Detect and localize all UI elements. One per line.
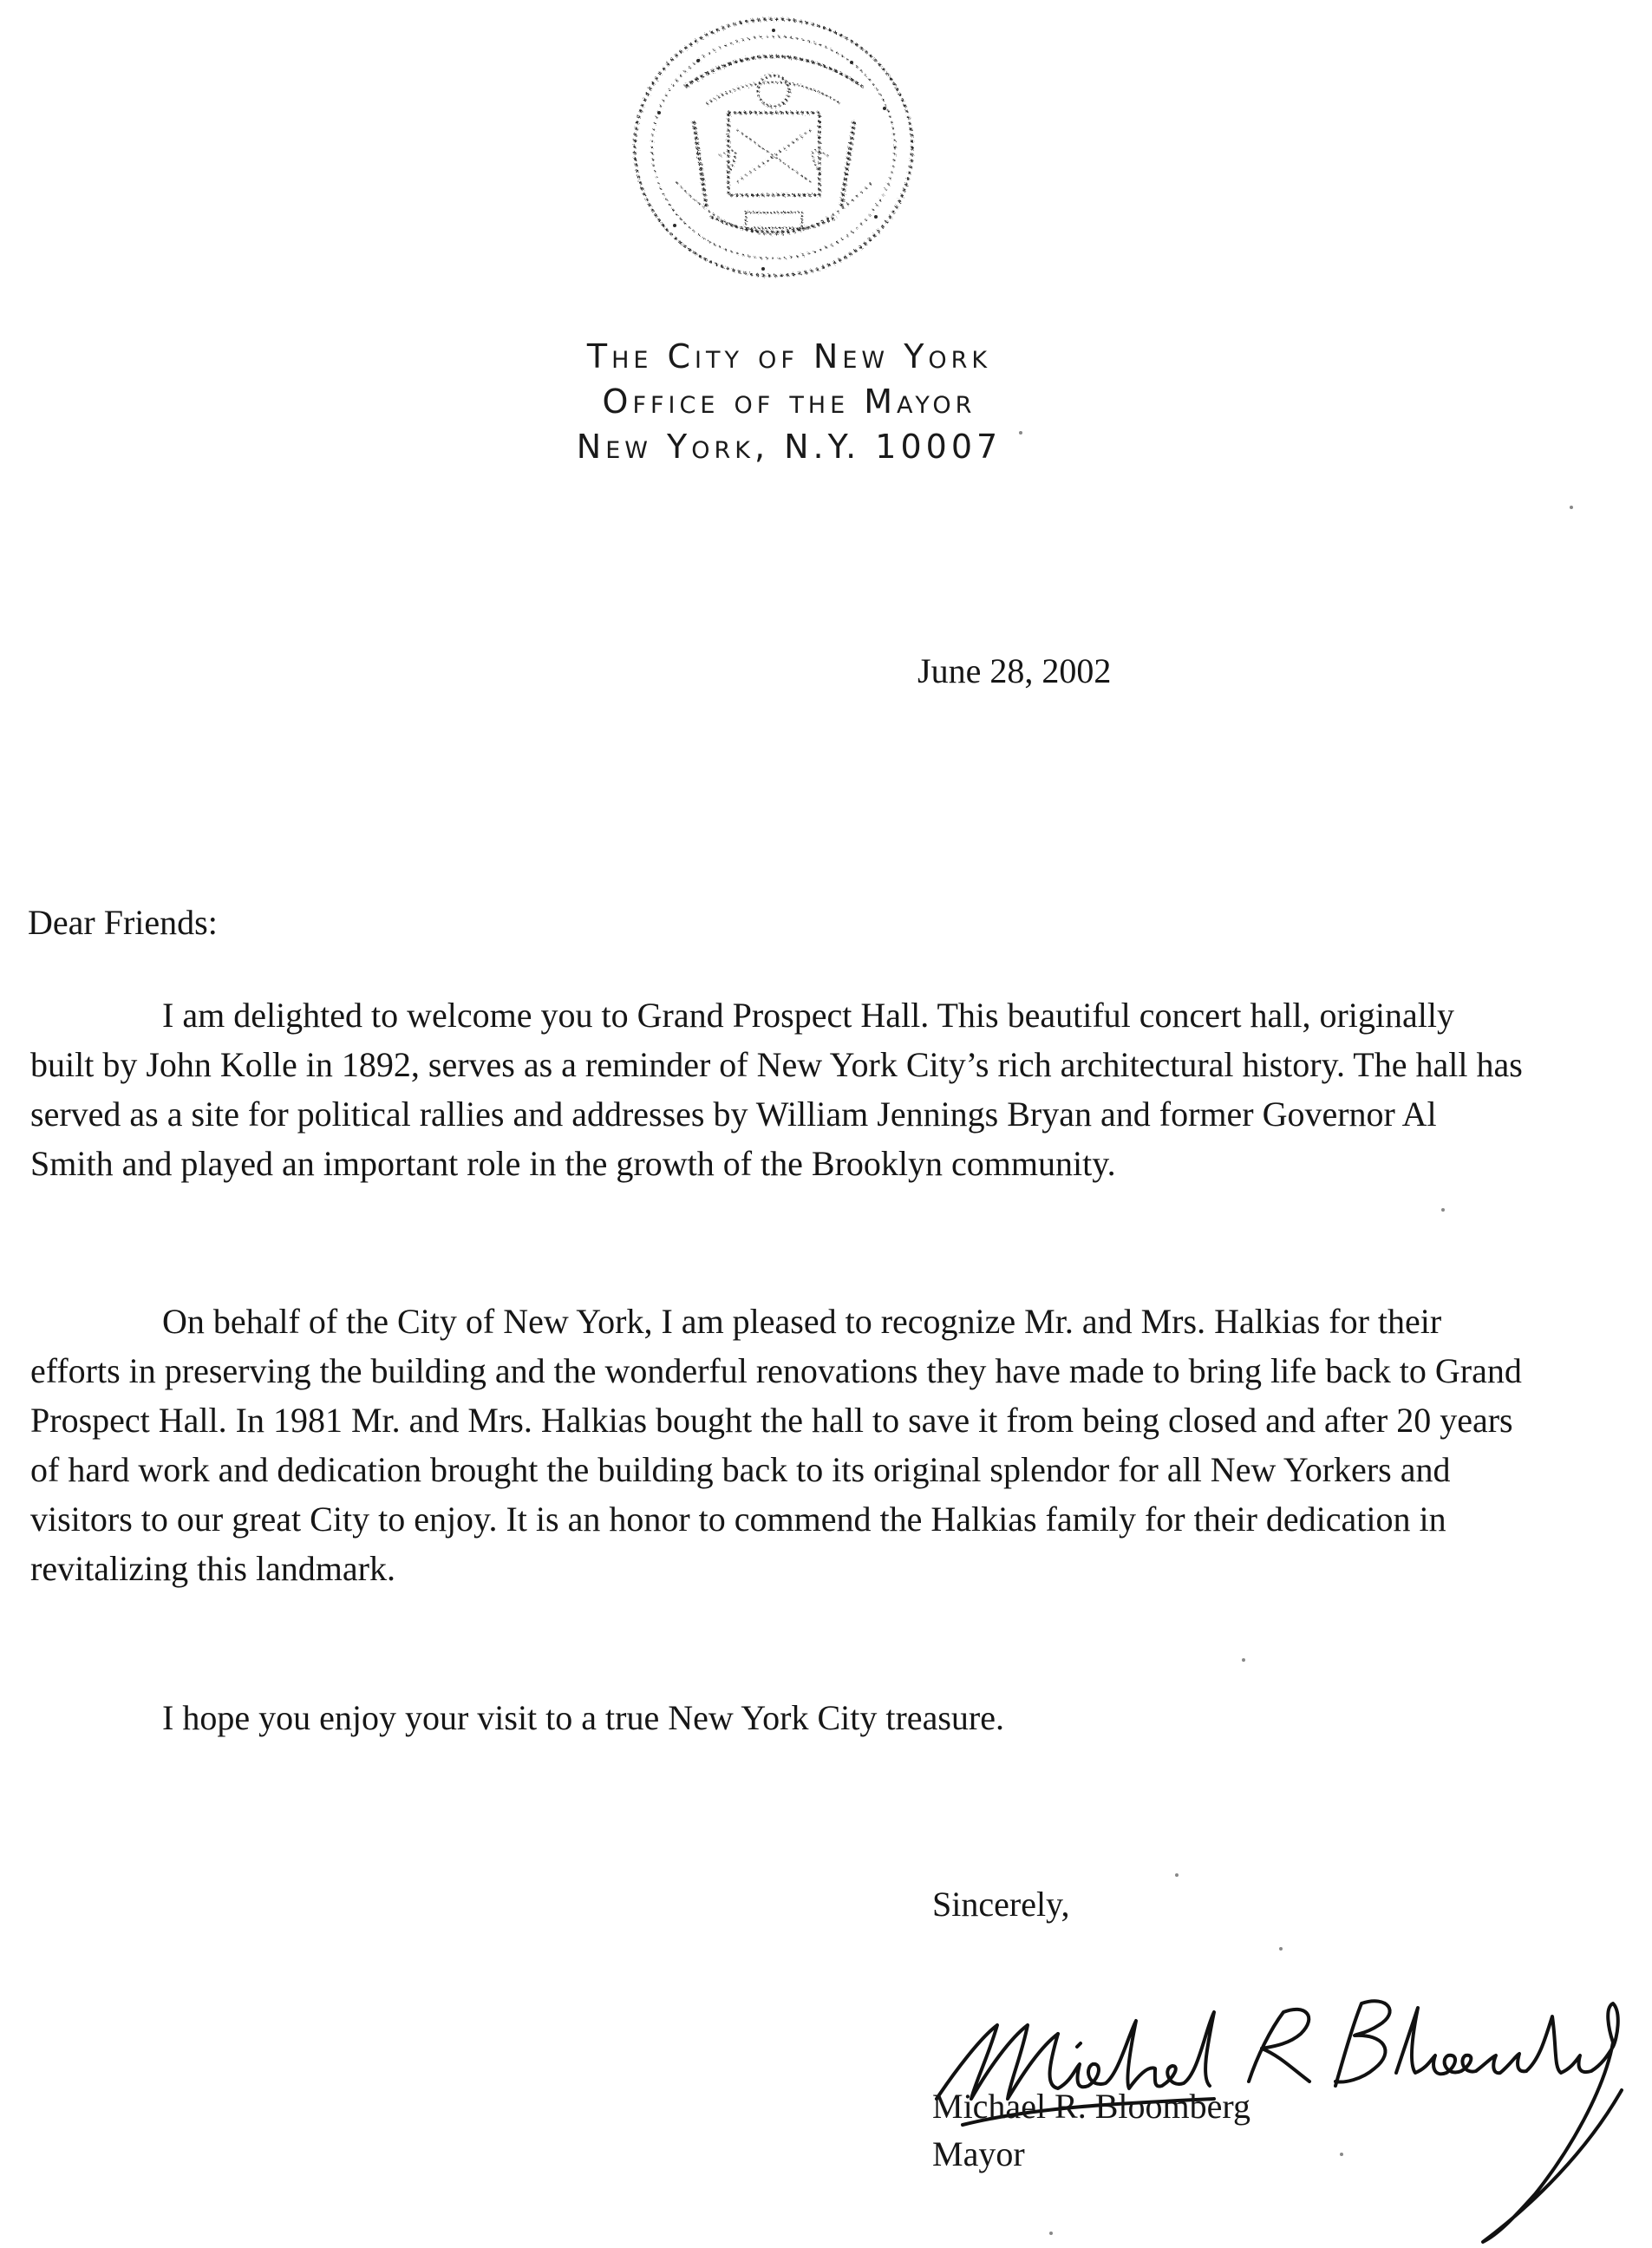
signer-title: Mayor	[932, 2134, 1025, 2173]
scan-speck	[1242, 1658, 1245, 1662]
letterhead-address: New York, N.Y. 10007	[576, 428, 1002, 466]
scan-speck	[1340, 2153, 1343, 2156]
scan-speck	[1049, 2232, 1053, 2235]
salutation: Dear Friends:	[28, 903, 218, 942]
city-seal-icon	[624, 9, 924, 286]
closing: Sincerely,	[932, 1885, 1070, 1924]
letterhead	[486, 334, 1093, 469]
scan-speck	[1441, 1208, 1445, 1212]
scan-speck	[1279, 1947, 1283, 1951]
scan-speck	[1570, 506, 1573, 509]
body-paragraph: I hope you enjoy your visit to a true New York City treasure.	[162, 1698, 1004, 1737]
letterhead-city: The City of New York	[586, 337, 992, 376]
signer-name: Michael R. Bloomberg	[932, 2087, 1250, 2126]
body-paragraph: On behalf of the City of New York, I am pleased to recognize Mr. and Mrs. Halkias for their efforts in preserving the building and the wonderful renovations they have made to bring life back to Grand Prospect Hall. In 1981 Mr. and Mrs. Halkias bought the hall to save it from being closed and after 20 years of hard work and dedication brought the building back to its original splendor for all New Yorkers and visitors to our great City to enjoy. It is an honor to commend the Halkias family for their dedication in revitalizing this landmark.	[30, 1302, 1522, 1588]
letterhead-office: Office of the Mayor	[602, 382, 976, 421]
scan-speck	[1175, 1873, 1179, 1877]
letter-date: June 28, 2002	[917, 651, 1112, 690]
scan-speck	[1019, 431, 1022, 435]
body-paragraph: I am delighted to welcome you to Grand Prospect Hall. This beautiful concert hall, originally built by John Kolle in 1892, serves as a reminder of New York City’s rich architectural history. The hall has served as a site for political rallies and addresses by William Jennings Bryan and former Governor Al Smith and played an important role in the growth of the Brooklyn community.	[30, 996, 1523, 1183]
